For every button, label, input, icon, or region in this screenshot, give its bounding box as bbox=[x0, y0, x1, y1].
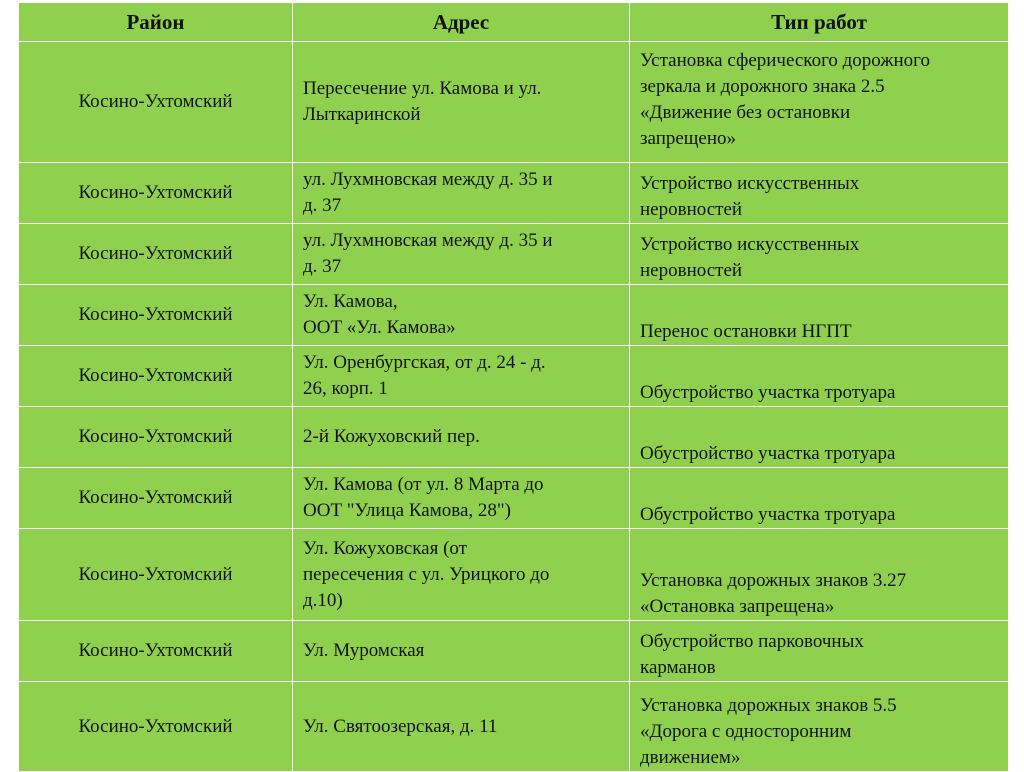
cell-work-type bbox=[630, 224, 1009, 285]
work-type-text: Обустройство участка тротуара bbox=[640, 382, 896, 403]
work-type-text: Обустройство участка тротуара bbox=[640, 504, 896, 525]
cell-district: Косино-Ухтомский bbox=[19, 529, 293, 621]
address-text: ул. Лухмновская между д. 35 и д. 37 bbox=[303, 169, 553, 216]
cell-district: Косино-Ухтомский bbox=[19, 163, 293, 224]
cell-district: Косино-Ухтомский bbox=[19, 621, 293, 682]
cell-work-type bbox=[630, 468, 1009, 529]
header-address: Адрес bbox=[293, 3, 630, 42]
address-text: 2-й Кожуховский пер. bbox=[303, 426, 480, 447]
cell-district: Косино-Ухтомский bbox=[19, 407, 293, 468]
work-type-text: Устройство искусственных неровностей bbox=[640, 173, 860, 220]
work-type-text: Установка дорожных знаков 3.27 «Остановка запрещена» bbox=[640, 570, 907, 617]
cell-address bbox=[293, 42, 630, 163]
cell-district: Косино-Ухтомский bbox=[19, 42, 293, 163]
cell-address bbox=[293, 468, 630, 529]
address-text: Ул. Кожуховская (от пересечения с ул. Урицкого до д.10) bbox=[303, 537, 550, 611]
cell-address bbox=[293, 346, 630, 407]
table-row bbox=[19, 285, 1009, 346]
cell-address bbox=[293, 407, 630, 468]
table-row bbox=[19, 468, 1009, 529]
cell-district: Косино-Ухтомский bbox=[19, 224, 293, 285]
address-text: Ул. Камова, ООТ «Ул. Камова» bbox=[303, 291, 456, 338]
table-row bbox=[19, 346, 1009, 407]
roadworks-table bbox=[18, 2, 1009, 772]
cell-district: Косино-Ухтомский bbox=[19, 468, 293, 529]
cell-work-type bbox=[630, 621, 1009, 682]
address-text: ул. Лухмновская между д. 35 и д. 37 bbox=[303, 230, 553, 277]
table-row bbox=[19, 407, 1009, 468]
cell-work-type bbox=[630, 163, 1009, 224]
work-type-text: Перенос остановки НГПТ bbox=[640, 321, 852, 342]
address-text: Ул. Камова (от ул. 8 Марта до ООТ "Улица Камова, 28") bbox=[303, 474, 544, 521]
cell-address bbox=[293, 285, 630, 346]
table-row bbox=[19, 224, 1009, 285]
work-type-text: Обустройство парковочных карманов bbox=[640, 631, 864, 678]
work-type-text: Установка дорожных знаков 5.5 «Дорога с односторонним движением» bbox=[640, 695, 897, 768]
table-row bbox=[19, 42, 1009, 163]
cell-address bbox=[293, 224, 630, 285]
table-header-row bbox=[19, 3, 1009, 42]
work-type-text: Обустройство участка тротуара bbox=[640, 443, 896, 464]
cell-district: Косино-Ухтомский bbox=[19, 682, 293, 772]
work-type-text: Установка сферического дорожного зеркала и дорожного знака 2.5 «Движение без остановки запрещено» bbox=[640, 50, 930, 149]
cell-address bbox=[293, 621, 630, 682]
header-district: Район bbox=[19, 3, 293, 42]
address-text: Пересечение ул. Камова и ул. Лыткаринской bbox=[303, 78, 542, 125]
cell-work-type bbox=[630, 346, 1009, 407]
cell-work-type bbox=[630, 285, 1009, 346]
work-type-text: Устройство искусственных неровностей bbox=[640, 234, 860, 281]
cell-work-type bbox=[630, 529, 1009, 621]
roadworks-table-container bbox=[18, 2, 1008, 766]
table-row bbox=[19, 529, 1009, 621]
cell-district: Косино-Ухтомский bbox=[19, 285, 293, 346]
table-row bbox=[19, 621, 1009, 682]
address-text: Ул. Муромская bbox=[303, 640, 425, 661]
cell-work-type bbox=[630, 407, 1009, 468]
cell-district: Косино-Ухтомский bbox=[19, 346, 293, 407]
cell-address bbox=[293, 682, 630, 772]
address-text: Ул. Святоозерская, д. 11 bbox=[303, 715, 498, 737]
table-row bbox=[19, 682, 1009, 772]
cell-work-type bbox=[630, 682, 1009, 772]
header-work-type: Тип работ bbox=[630, 3, 1009, 42]
cell-address bbox=[293, 529, 630, 621]
cell-address bbox=[293, 163, 630, 224]
address-text: Ул. Оренбургская, от д. 24 - д. 26, корп. 1 bbox=[303, 352, 546, 399]
cell-work-type bbox=[630, 42, 1009, 163]
table-row bbox=[19, 163, 1009, 224]
